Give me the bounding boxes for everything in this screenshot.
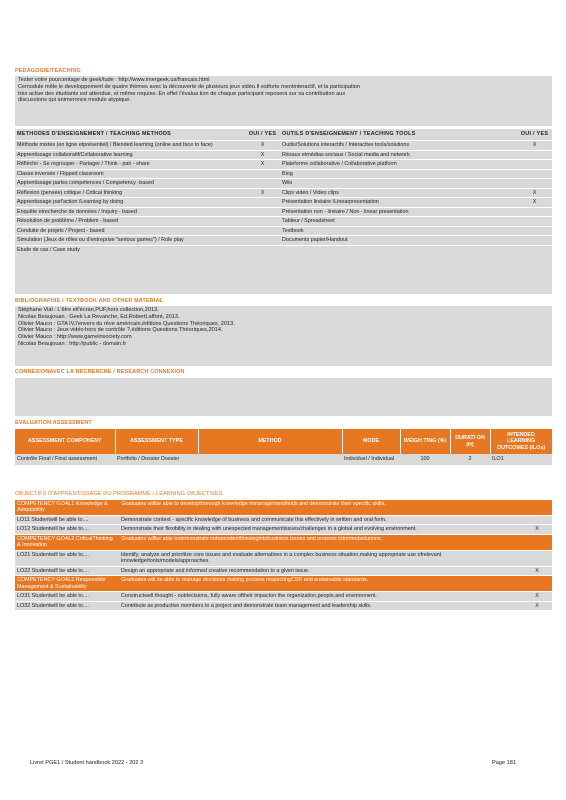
learning-objective-row	[15, 566, 552, 575]
methods-row	[15, 160, 552, 169]
method-yes-cell	[245, 179, 280, 188]
learning-objective-check: X	[522, 525, 552, 534]
evaluation-heading: EVALUATION ASSESSMENT	[15, 420, 92, 426]
method-cell: Apprentissage parles compétences / Competency -based	[15, 179, 245, 188]
research-box	[15, 378, 552, 416]
tool-cell: Présentation non - linéaire / Non - linear presentation	[280, 207, 517, 216]
research-heading: CONNEXIONAVEC LA RECHERCHE / RESEARCH CONNEXION	[15, 369, 185, 375]
competency-goal-title: COMPETENCY GOAL2 CriticalThinking & Innovation	[15, 534, 119, 550]
methods-tools-table	[15, 129, 552, 294]
tool-yes-cell: X	[517, 198, 552, 207]
tool-cell: Textbook	[280, 226, 517, 235]
competency-goal-title: COMPETENCY GOAL3 Responsible Management & Sustainability	[15, 576, 119, 592]
tool-cell: Résaux etmédias sociaux / Social media and network	[280, 150, 517, 159]
assessment-method	[198, 454, 342, 464]
methods-row	[15, 198, 552, 207]
learning-objective-row	[15, 550, 552, 566]
learning-objective-id: LO32 Studentwill be able to....	[15, 601, 119, 610]
method-yes-cell: X	[245, 150, 280, 159]
methods-row	[15, 226, 552, 235]
tool-cell	[280, 245, 517, 254]
method-yes-cell	[245, 217, 280, 226]
competency-goal-row	[15, 534, 552, 550]
assessment-component-header: ASSESSMENT COMPONENT	[15, 429, 115, 454]
tool-yes-cell	[517, 217, 552, 226]
learning-objective-id: LO12 Studentwill be able to....	[15, 525, 119, 534]
competency-goal-row	[15, 500, 552, 516]
tool-yes-cell	[517, 179, 552, 188]
learning-objective-text: Constructwell thought - outdecisions, fully aware oftheir impacton the organization,people,and environment.	[119, 592, 522, 601]
learning-objective-id: LO31 Studentwill be able to....	[15, 592, 119, 601]
bibliography-entry: Olivier Mauco : Jeux vidéo:hors de contrôle ?,éditions Questions Théoriques,2014.	[18, 327, 223, 334]
competency-goal-description: Graduates willbe able todemonstrate independentthinkingintobusiness issues and propose informedsolutions.	[119, 534, 552, 550]
learning-objective-check	[522, 515, 552, 524]
assessment-duration: 2	[450, 454, 490, 464]
pedagogy-heading: PEDAGOGIE/TEACHING	[15, 68, 81, 74]
competency-goal-description: Graduates will be able to manage decisions making process respectingCSR and sustainable standards.	[119, 576, 552, 592]
method-cell: Classe inversée / Flipped classroom	[15, 169, 245, 178]
methods-header: METHODES D'ENSEIGNEMENT / TEACHING METHODS	[17, 131, 172, 137]
methods-row	[15, 245, 552, 254]
method-yes-cell	[245, 198, 280, 207]
bibliography-entry: Nicolas Beaujouan : http://public - domain.fr	[18, 341, 127, 348]
pedagogy-line: Cemodule mêle le developpement de quatre thèmes avec la découverte de plusieurs jeux vidéo.Il estforte mentinteractif, et la participation	[18, 83, 361, 90]
assessment-table	[15, 429, 552, 465]
method-yes-cell	[245, 245, 280, 254]
assessment-outcomes: ILO1	[490, 454, 552, 464]
pedagogy-line: très active des étudiants est attendue, et même requise. En effet l'évalua tion de chaque participant reposera sur sa contribution aux	[18, 90, 346, 97]
method-yes-cell	[245, 207, 280, 216]
competency-goal-description: Graduates willbe able to developthorough knowledge inmanagementfields and demonstrate their specific skills.	[119, 500, 552, 516]
tool-cell: Clips vidéo / Video clips	[280, 188, 517, 197]
weighting-header: WEIGH TING (%)	[400, 429, 450, 454]
learning-objective-row	[15, 515, 552, 524]
method-cell: Apprentissage parl'action /Learning by doing	[15, 198, 245, 207]
outcomes-header: INTENDED LEARNING OUTCOMES (ILOs)	[490, 429, 552, 454]
learning-objective-id: LO22 Studentwill be able to....	[15, 566, 119, 575]
learning-objective-check: X	[522, 601, 552, 610]
duration-header: DURATI ON (H)	[450, 429, 490, 454]
tool-cell: Présentation linéaire /Linearpresentation	[280, 198, 517, 207]
tool-yes-cell	[517, 236, 552, 245]
objectives-table	[15, 499, 552, 610]
tools-yes-header: OUI / YES	[520, 131, 549, 137]
assessment-mode: Individuel / Individual	[342, 454, 400, 464]
bibliography-entry: Nicolas Beaujouan : Geek La Revanche, Ed.RobertLaffont, 2013.	[18, 313, 180, 320]
method-yes-cell	[245, 236, 280, 245]
methods-row	[15, 169, 552, 178]
method-cell: Résolution de problème / Problem - based	[15, 217, 245, 226]
methods-yes-header: OUI / YES	[248, 131, 277, 137]
pedagogy-line: Tester votre pourcentage de geek/tude : http://www.imergeek.us/francais.html	[18, 77, 210, 83]
assessment-type: Portfolio / Dossier Dossier	[115, 454, 198, 464]
learning-objective-row	[15, 592, 552, 601]
methods-row	[15, 207, 552, 216]
tool-yes-cell	[517, 245, 552, 254]
competency-goal-row	[15, 576, 552, 592]
method-cell: Réfléchir - Se regrouper - Partager / Think - pair - share	[15, 160, 245, 169]
method-cell: Conduite de projets / Project - based	[15, 226, 245, 235]
tool-yes-cell: X	[517, 188, 552, 197]
tool-cell: Tableur / Spreadsheet	[280, 217, 517, 226]
competency-goal-title: COMPETENCY GOAL1 Knowledge & Adaptability	[15, 500, 119, 516]
methods-row	[15, 150, 552, 159]
method-cell: Réflexion (pensée) critique / Critical thinking	[15, 188, 245, 197]
learning-objective-check: X	[522, 566, 552, 575]
tools-header: OUTILS D'ENSEIGNEMENT / TEACHING TOOLS	[282, 131, 416, 137]
learning-objective-id: LO21 Studentwill be able to....	[15, 550, 119, 566]
assessment-component: Contrôle Final / Final assessment	[15, 454, 115, 464]
objectives-heading: OBJECTIFS D'APPRENTISSAGE DU PROGRAMME / LEARNING OBJECTIVES	[15, 491, 223, 497]
method-cell: Apprentissage collaboratif/Collaborative learning	[15, 150, 245, 159]
bibliography-entry: Olivier Mauco : GTA IV,l'envers du rêve américain,éditions Questions Théoriques, 2013.	[18, 320, 235, 327]
learning-objective-text: Demonstrate their flexibility in dealing with unexpected managementissues/challenges in a global and evolving environment.	[119, 525, 522, 534]
method-cell: Etude de cas / Case study	[15, 245, 245, 254]
learning-objective-text: Contribute as productive members to a project and demonstrate team management and leadership skills.	[119, 601, 522, 610]
tool-yes-cell	[517, 150, 552, 159]
method-yes-cell: X	[245, 160, 280, 169]
learning-objective-row	[15, 601, 552, 610]
footer-left: Livret PGE1 / Student handbook 2022 - 202 3	[30, 760, 144, 766]
method-yes-cell: X	[245, 141, 280, 150]
tool-cell: Documents papier/Handout	[280, 236, 517, 245]
learning-objective-text: Design an appropriate and informed creative recommendation to a given issue.	[119, 566, 522, 575]
learning-objective-id: LO11 Studentwill be able to....	[15, 515, 119, 524]
method-cell: Enquête etrecherche de données / Inquiry - based	[15, 207, 245, 216]
learning-objective-text: Identify, analyze and prioritize core issues and evaluate alternatives in a complex business situation,making appropriate use ofrelevant knowledge/tools/models/approaches.	[119, 550, 522, 566]
bibliography-entry: Stéphane Vial : L'être etl'écran,PUF,hors collection,2013.	[18, 307, 159, 313]
method-yes-cell: X	[245, 188, 280, 197]
learning-objective-text: Demonstrate context - specific knowledge of business and communicate this effectively in written and oral form.	[119, 515, 522, 524]
tool-yes-cell	[517, 226, 552, 235]
method-cell: Méthode mixtes (en ligne etprésentiel) / Blended learning (online and face to face)	[15, 141, 245, 150]
method-cell: Simulation (Jeux de rôles ou d'entreprise "serious games") / Role play	[15, 236, 245, 245]
bibliography-entry: Olivier Mauco : http://www.gameinsociety.com	[18, 334, 132, 341]
methods-row	[15, 179, 552, 188]
pedagogy-text	[15, 76, 552, 126]
bibliography-heading: BIBLIOGRAPHIE / TEXTBOOK AND OTHER MATERIAL	[15, 298, 164, 304]
learning-objective-check: X	[522, 592, 552, 601]
methods-row	[15, 236, 552, 245]
assessment-weight: 100	[400, 454, 450, 464]
method-yes-cell	[245, 169, 280, 178]
footer-page-number: Page 181	[492, 760, 516, 766]
method-yes-cell	[245, 226, 280, 235]
tool-yes-cell	[517, 207, 552, 216]
methods-row	[15, 217, 552, 226]
mode-header: MODE	[342, 429, 400, 454]
tool-yes-cell	[517, 169, 552, 178]
methods-row	[15, 188, 552, 197]
learning-objective-row	[15, 525, 552, 534]
tool-yes-cell: X	[517, 141, 552, 150]
learning-objective-check	[522, 550, 552, 566]
pedagogy-line: discussions qui animeronce module atypique.	[18, 97, 131, 104]
bibliography-list	[15, 306, 552, 366]
tool-cell: Blog	[280, 169, 517, 178]
methods-row	[15, 141, 552, 150]
tool-cell: Outils/Solutions interactifs / Interactive tools/solutions	[280, 141, 517, 150]
tool-yes-cell	[517, 160, 552, 169]
method-header: METHOD	[198, 429, 342, 454]
assessment-type-header: ASSESSMENT TYPE	[115, 429, 198, 454]
tool-cell: Wiki	[280, 179, 517, 188]
tool-cell: Plateforme collaborative / Collaborative platform	[280, 160, 517, 169]
